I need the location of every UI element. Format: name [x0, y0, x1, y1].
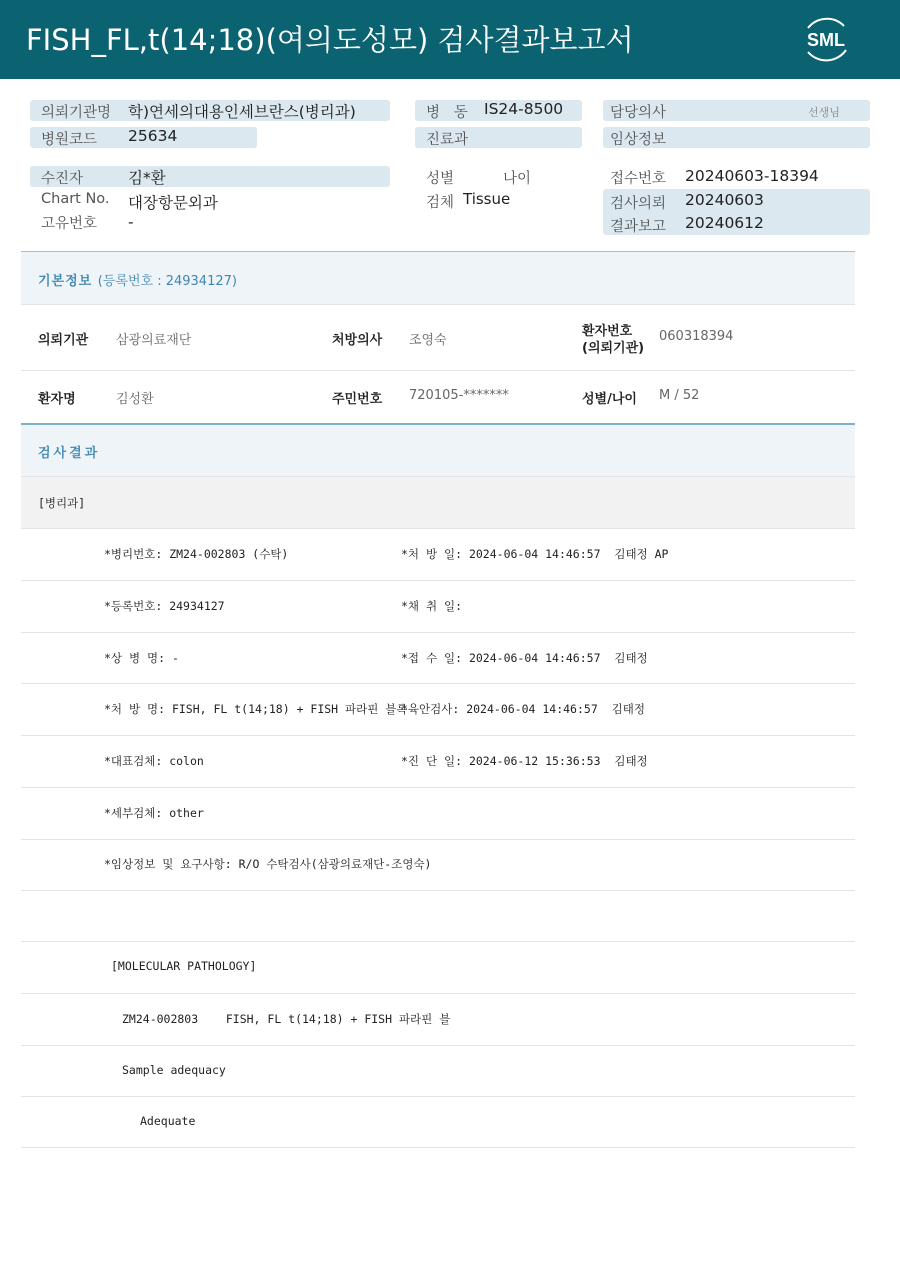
basic-info-title-text: 기본정보 — [38, 274, 93, 289]
basic-info-title — [38, 270, 237, 289]
results-title: 검사결과 — [38, 446, 101, 461]
logo-text: SML — [807, 30, 845, 50]
req-inst-value: 학)연세의대용인세브란스(병리과) — [128, 103, 356, 121]
mol-title-row — [21, 942, 855, 994]
hosp-code-label: 병원코드 — [41, 132, 98, 148]
doctor-suffix: 선생님 — [808, 106, 840, 119]
prescriber-key: 처방의사 — [332, 333, 383, 348]
sml-logo-icon — [798, 12, 854, 66]
result-row-empty — [21, 891, 855, 942]
patient-value: 김*환 — [128, 169, 166, 187]
result-value: 20240612 — [685, 214, 764, 232]
results-header — [21, 425, 855, 477]
result-right: *처 방 일: 2024-06-04 14:46:57 김태정 AP — [401, 547, 669, 561]
test-req-value: 20240603 — [685, 191, 764, 209]
test-req-label: 검사의뢰 — [610, 196, 667, 212]
ward-label: 병 동 — [426, 105, 468, 121]
receipt-label: 접수번호 — [610, 171, 667, 187]
result-left: *등록번호: 24934127 — [104, 599, 225, 613]
adequacy-value: Adequate — [140, 1114, 196, 1128]
result-row — [21, 736, 855, 788]
unique-label: 고유번호 — [41, 216, 98, 232]
result-row — [21, 581, 855, 633]
result-row — [21, 840, 855, 891]
adequacy-label-row — [21, 1046, 855, 1097]
result-row — [21, 633, 855, 684]
specimen-value: Tissue — [463, 190, 511, 208]
patient-label: 수진자 — [41, 171, 84, 187]
result-row — [21, 788, 855, 840]
rrn-val: 720105-******* — [409, 388, 509, 403]
specimen-label: 검체 — [426, 195, 455, 211]
report-header — [0, 0, 900, 79]
result-left: *상 병 명: - — [104, 651, 179, 665]
patient-no-key-1: 환자번호 — [582, 324, 633, 339]
result-right: *육안검사: 2024-06-04 14:46:57 김태정 — [401, 702, 645, 716]
age-label: 나이 — [503, 171, 532, 187]
hosp-code-value: 25634 — [128, 127, 178, 145]
result-left: *대표검체: colon — [104, 754, 204, 768]
result-left: *임상정보 및 요구사항: R/O 수탁검사(삼광의료재단-조영숙) — [104, 857, 432, 871]
basic-info-row-1 — [21, 304, 855, 371]
result-left: *처 방 명: FISH, FL t(14;18) + FISH 파라핀 블록 — [104, 702, 408, 716]
chart-label: Chart No. — [41, 191, 110, 207]
basic-info-header — [21, 251, 855, 305]
req-inst-val: 삼광의료재단 — [116, 333, 192, 348]
rrn-key: 주민번호 — [332, 392, 383, 407]
req-inst-key: 의뢰기관 — [38, 333, 89, 348]
result-right: *채 취 일: — [401, 599, 463, 613]
basic-info-reg-no: (등록번호 : 24934127) — [97, 274, 237, 289]
sexage-val: M / 52 — [659, 388, 700, 403]
mol-line: ZM24-002803 FISH, FL t(14;18) + FISH 파라핀 블 — [122, 1012, 451, 1026]
name-val: 김성환 — [116, 392, 154, 407]
basic-info-row-2 — [21, 371, 855, 425]
result-left: *병리번호: ZM24-002803 (수탁) — [104, 547, 289, 561]
clinical-label: 임상정보 — [610, 132, 667, 148]
results-dept: [병리과] — [38, 496, 86, 510]
result-right: *진 단 일: 2024-06-12 15:36:53 김태정 — [401, 754, 648, 768]
unique-value: - — [128, 213, 134, 231]
results-dept-row — [21, 477, 855, 529]
result-left: *세부검체: other — [104, 806, 204, 820]
result-row — [21, 684, 855, 736]
adequacy-value-row — [21, 1097, 855, 1148]
chart-value: 대장항문외과 — [128, 194, 218, 212]
mol-title: [MOLECULAR PATHOLOGY] — [111, 959, 257, 973]
adequacy-label: Sample adequacy — [122, 1063, 226, 1077]
doctor-label: 담당의사 — [610, 105, 667, 121]
result-label: 결과보고 — [610, 219, 667, 235]
sexage-key: 성별/나이 — [582, 392, 637, 407]
result-row — [21, 529, 855, 581]
name-key: 환자명 — [38, 392, 76, 407]
report-title: FISH_FL,t(14;18)(여의도성모) 검사결과보고서 — [26, 23, 634, 57]
mol-line-row — [21, 994, 855, 1046]
ward-value: IS24-8500 — [484, 100, 564, 118]
patient-no-val: 060318394 — [659, 329, 734, 344]
receipt-value: 20240603-18394 — [685, 167, 819, 185]
sex-label: 성별 — [426, 171, 455, 187]
dept-label: 진료과 — [426, 132, 469, 148]
label-bar — [30, 166, 390, 187]
prescriber-val: 조영숙 — [409, 333, 447, 348]
result-right: *접 수 일: 2024-06-04 14:46:57 김태정 — [401, 651, 648, 665]
req-inst-label: 의뢰기관명 — [41, 105, 112, 121]
patient-no-key-2: (의뢰기관) — [582, 341, 645, 356]
